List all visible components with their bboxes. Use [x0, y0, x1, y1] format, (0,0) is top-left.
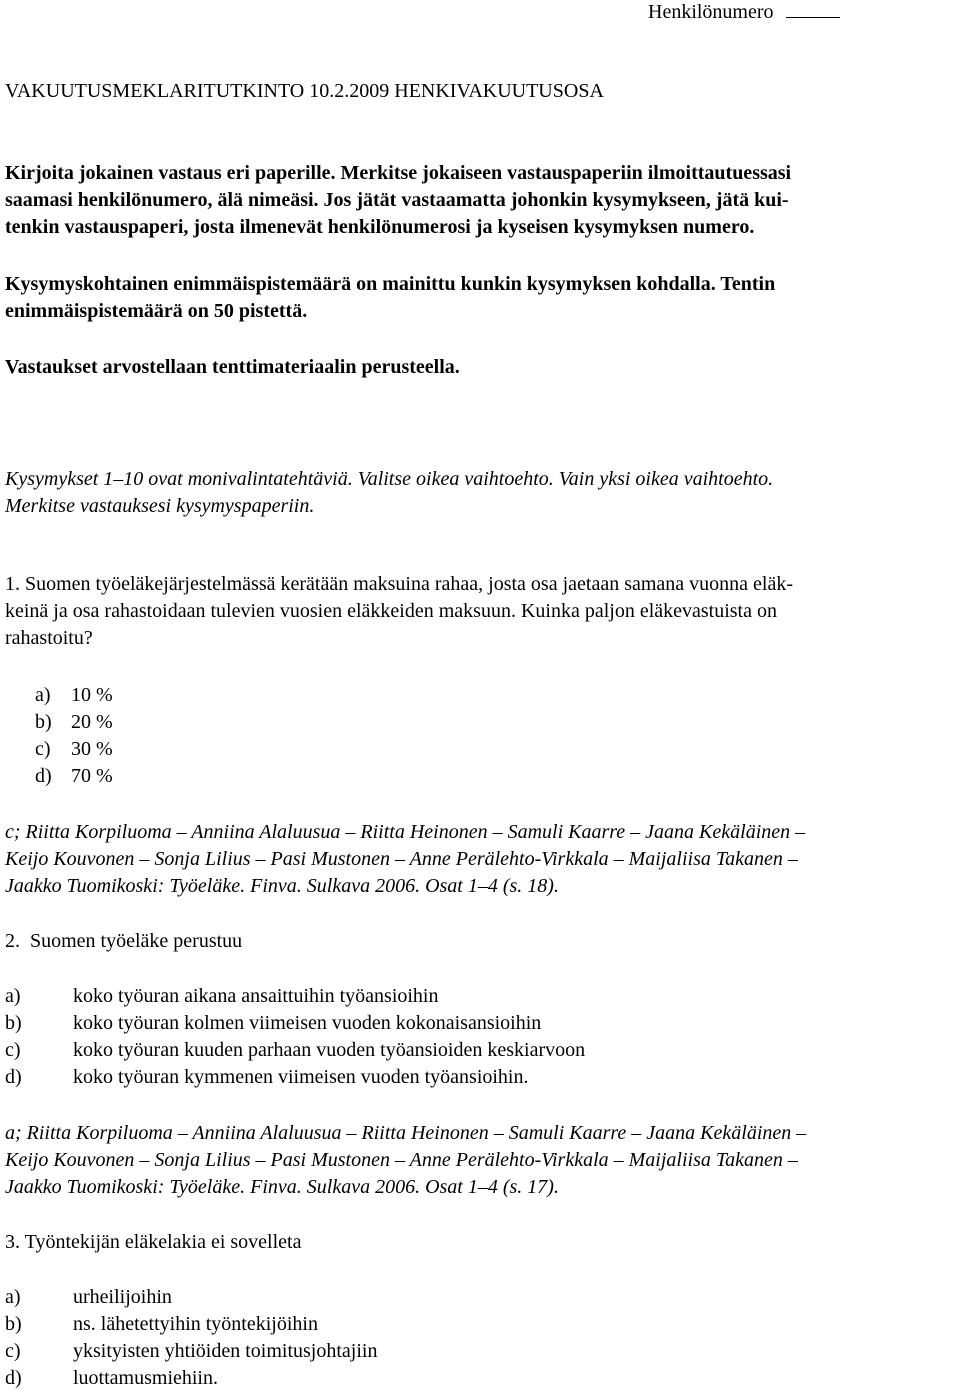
option-letter: a) — [35, 684, 51, 706]
option-letter: c) — [5, 1039, 21, 1061]
answer-line: a; Riitta Korpiluoma – Anniina Alaluusua – Riitta Heinonen – Samuli Kaarre – Jaana Kekäläinen – — [5, 1122, 807, 1144]
instruction-line: Kysymyskohtainen enimmäispistemäärä on mainittu kunkin kysymyksen kohdalla. Tentin — [5, 273, 776, 295]
question-text-line: 2. Suomen työeläke perustuu — [5, 930, 243, 952]
option-item — [5, 709, 955, 736]
option-item — [5, 1311, 955, 1338]
option-text: yksityisten yhtiöiden toimitusjohtajiin — [73, 1340, 378, 1362]
question-1 — [5, 571, 955, 652]
option-item — [5, 1284, 955, 1311]
option-letter: d) — [5, 1367, 22, 1389]
option-letter: a) — [5, 985, 21, 1007]
instruction-line: saamasi henkilönumero, älä nimeäsi. Jos jätät vastaamatta johonkin kysymykseen, jätä kui- — [5, 189, 789, 211]
option-text: ns. lähetettyihin työntekijöihin — [73, 1313, 318, 1335]
option-text: koko työuran kuuden parhaan vuoden työansioiden keskiarvoon — [73, 1039, 586, 1061]
question-text-line: keinä ja osa rahastoidaan tulevien vuosien eläkkeiden maksuun. Kuinka paljon eläkevastuista on — [5, 600, 777, 622]
answer-line: c; Riitta Korpiluoma – Anniina Alaluusua – Riitta Heinonen – Samuli Kaarre – Jaana Kekäläinen – — [5, 821, 806, 843]
option-letter: b) — [5, 1012, 22, 1034]
instruction-line: enimmäispistemäärä on 50 pistettä. — [5, 300, 308, 322]
option-letter: b) — [35, 711, 52, 733]
personal-number-blank — [786, 17, 840, 18]
instruction-line: Kirjoita jokainen vastaus eri paperille. Merkitse jokaiseen vastauspaperiin ilmoittautuessasi — [5, 162, 792, 184]
option-text: 10 % — [71, 684, 113, 706]
instruction-line: Vastaukset arvostellaan tenttimateriaalin perusteella. — [5, 356, 460, 378]
option-text: luottamusmiehiin. — [73, 1367, 218, 1389]
question-1-answer — [5, 819, 955, 900]
option-text: koko työuran kolmen viimeisen vuoden kokonaisansioihin — [73, 1012, 542, 1034]
question-number: 2. — [5, 930, 20, 952]
option-text: 70 % — [71, 765, 113, 787]
option-letter: d) — [35, 765, 52, 787]
question-number: 1. — [5, 573, 20, 595]
mc-instruction-line: Kysymykset 1–10 ovat monivalintatehtäviä. Valitse oikea vaihtoehto. Vain yksi oikea vaihtoehto. — [5, 468, 774, 490]
option-letter: a) — [5, 1286, 21, 1308]
option-text: 20 % — [71, 711, 113, 733]
instructions-paragraph-3 — [5, 354, 955, 381]
answer-line: Jaakko Tuomikoski: Työeläke. Finva. Sulkava 2006. Osat 1–4 (s. 18). — [5, 875, 559, 897]
option-text: 30 % — [71, 738, 113, 760]
instructions-paragraph-2 — [5, 271, 955, 325]
personal-number-field — [648, 0, 840, 24]
mc-instruction-line: Merkitse vastauksesi kysymyspaperiin. — [5, 495, 315, 517]
option-item — [5, 983, 955, 1010]
question-number: 3. — [5, 1231, 20, 1253]
option-letter: b) — [5, 1313, 22, 1335]
option-item — [5, 1064, 955, 1091]
option-text: koko työuran aikana ansaittuihin työansioihin — [73, 985, 439, 1007]
question-2-options — [5, 983, 955, 1091]
option-letter: d) — [5, 1066, 22, 1088]
option-item — [5, 763, 955, 790]
question-text-line: 1. Suomen työeläkejärjestelmässä kerätään maksuina rahaa, josta osa jaetaan samana vuonna eläk- — [5, 573, 794, 595]
question-text-line: 3. Työntekijän eläkelakia ei sovelleta — [5, 1231, 302, 1253]
option-item — [5, 736, 955, 763]
option-text: urheilijoihin — [73, 1286, 172, 1308]
option-item — [5, 1010, 955, 1037]
answer-line: Keijo Kouvonen – Sonja Lilius – Pasi Mustonen – Anne Perälehto-Virkkala – Maijaliisa Takanen – — [5, 1149, 798, 1171]
option-item — [5, 1037, 955, 1064]
instructions-paragraph-1 — [5, 160, 955, 241]
personal-number-label: Henkilönumero — [648, 1, 774, 23]
option-item — [5, 1365, 955, 1392]
answer-line: Keijo Kouvonen – Sonja Lilius – Pasi Mustonen – Anne Perälehto-Virkkala – Maijaliisa Takanen – — [5, 848, 798, 870]
question-3-options — [5, 1284, 955, 1392]
mc-instructions — [5, 466, 955, 520]
option-item — [5, 682, 955, 709]
question-2 — [5, 928, 955, 955]
option-text: koko työuran kymmenen viimeisen vuoden työansioihin. — [73, 1066, 529, 1088]
option-item — [5, 1338, 955, 1365]
question-text-line: rahastoitu? — [5, 627, 93, 649]
answer-line: Jaakko Tuomikoski: Työeläke. Finva. Sulkava 2006. Osat 1–4 (s. 17). — [5, 1176, 559, 1198]
exam-title: VAKUUTUSMEKLARITUTKINTO 10.2.2009 HENKIVAKUUTUSOSA — [5, 80, 604, 102]
question-1-options — [5, 682, 955, 790]
question-3 — [5, 1229, 955, 1256]
instruction-line: tenkin vastauspaperi, josta ilmenevät henkilönumerosi ja kyseisen kysymyksen numero. — [5, 216, 755, 238]
option-letter: c) — [35, 738, 51, 760]
question-2-answer — [5, 1120, 955, 1201]
option-letter: c) — [5, 1340, 21, 1362]
